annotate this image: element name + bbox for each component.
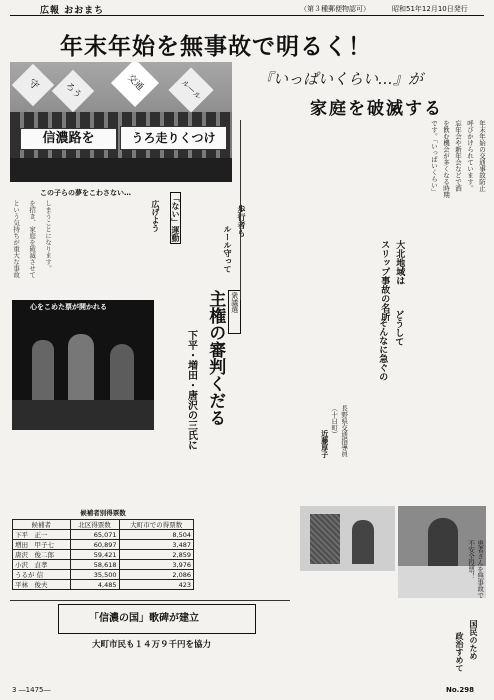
table-row xyxy=(13,550,194,560)
why-heading-1: どうして xyxy=(393,310,404,346)
article1-body xyxy=(244,120,486,230)
vote-table-block xyxy=(12,508,194,590)
side-article-heading xyxy=(468,620,478,680)
table-row xyxy=(13,560,194,570)
candidate-name: うるが 信 xyxy=(13,570,71,580)
small-column-left xyxy=(12,200,20,305)
sign-2: ろう xyxy=(52,70,94,112)
district-votes: 65,071 xyxy=(70,530,119,540)
kyoudo-heading-2: 広げよう xyxy=(151,200,160,232)
area-heading-1: 大北地域は xyxy=(394,240,405,285)
article1-title-1: 『いっぱいくらい…』が xyxy=(258,70,424,88)
district-votes: 35,500 xyxy=(70,570,119,580)
candidate-name: 増田 甲子七 xyxy=(13,540,71,550)
candidate-name: 平林 俊夫 xyxy=(13,580,71,590)
sign-3: 交通 xyxy=(111,62,159,107)
walk-heading-1: 歩行者も xyxy=(237,205,246,237)
paper-name: 広報 おおまち xyxy=(40,6,105,16)
election-tag: 衆議選 xyxy=(228,290,241,334)
postal-permit: （第３種郵便物認可） xyxy=(300,5,370,13)
table-row xyxy=(13,540,194,550)
election-title: 主権の審判くだる xyxy=(205,290,226,426)
masthead-rule xyxy=(10,15,484,16)
banner-1: 信濃路を xyxy=(20,128,117,150)
omachi-votes: 3,976 xyxy=(119,560,194,570)
election-subtitle: 下平・増田・唐沢の三氏に xyxy=(185,330,197,450)
poem-monument-box xyxy=(58,604,256,634)
patient-caption-1: 患者さんを無事故で xyxy=(476,540,485,599)
vote-table-title: 候補者別得票数 xyxy=(80,509,126,517)
area-heading-2: スリップ事故の名所 xyxy=(379,240,390,321)
why-heading xyxy=(392,310,403,420)
district-votes: 58,618 xyxy=(70,560,119,570)
poem-box-title: 「信濃の国」歌碑が建立 xyxy=(89,613,199,624)
patient-caption xyxy=(476,540,484,620)
kyoudo-heading xyxy=(170,192,180,282)
table-row xyxy=(13,570,194,580)
banner-2: うろ走りくつけ xyxy=(120,126,227,150)
omachi-votes: 2,086 xyxy=(119,570,194,580)
counselor-credit xyxy=(340,405,348,475)
article1-line-2: 呼びかけられています。 xyxy=(466,120,474,192)
vote-table-header xyxy=(13,520,194,530)
counselor-place: （十日町） xyxy=(330,405,339,438)
omachi-votes: 423 xyxy=(119,580,194,590)
district-votes: 59,421 xyxy=(70,550,119,560)
article1-line-5: です。「いっぱいくらい」 xyxy=(430,120,438,195)
col-header-omachi: 大町市での得票数 xyxy=(119,520,194,530)
issue-date: 昭和51年12月10日発行 xyxy=(392,5,468,13)
photo-voting-booth xyxy=(300,506,395,571)
small-column-left-3 xyxy=(44,200,52,305)
vote-table xyxy=(12,519,194,590)
sign-4: ルール xyxy=(168,67,213,112)
side-article-heading-3: 政治すめて xyxy=(455,632,464,672)
kyoudo-heading-col2 xyxy=(150,200,160,260)
small-column-left-2 xyxy=(28,200,36,305)
patient-caption-col2 xyxy=(467,540,475,620)
article1-line-3: 忘年会や新年会などで酒 xyxy=(454,120,462,192)
article1-title-2: 家庭を破滅する xyxy=(310,99,443,119)
district-votes: 4,485 xyxy=(70,580,119,590)
why-heading-2: そんなに急ぐの xyxy=(377,318,388,381)
poem-box-subtitle: 大町市民も１４万９千円を協力 xyxy=(92,640,212,650)
small-column-text-1: という気持ちが重大な事故 xyxy=(12,200,21,278)
omachi-votes: 3,487 xyxy=(119,540,194,550)
counselor-credit-2 xyxy=(330,405,338,475)
candidate-name: 小沢 貞孝 xyxy=(13,560,71,570)
small-column-text-2: を招き、家庭を破滅させて xyxy=(28,200,37,278)
divider-vertical xyxy=(240,120,241,300)
walk-heading-2: ルール守って xyxy=(223,225,232,273)
counselor-org: 長野県交通指導員 xyxy=(340,405,349,457)
omachi-votes: 2,859 xyxy=(119,550,194,560)
why-heading-col2 xyxy=(376,318,387,428)
election-photo-caption: 心をこめた票が開かれる xyxy=(30,303,107,311)
counselor-name: 近藤厚子 xyxy=(320,430,329,458)
candidate-name: 下平 正一 xyxy=(13,530,71,540)
candidate-name: 唐沢 俊二郎 xyxy=(13,550,71,560)
photo1-caption: この子らの夢をこわさない… xyxy=(40,189,131,197)
counselor-credit-3 xyxy=(320,430,329,490)
main-headline: 年末年始を無事故で明るく！ xyxy=(60,34,372,60)
table-row xyxy=(13,530,194,540)
kyoudo-heading-1: 「ない」運動 xyxy=(171,194,180,242)
small-column-text-3: しまうことになります。 xyxy=(44,200,53,272)
side-article-heading-1: 国民のため xyxy=(469,620,478,660)
table-row xyxy=(13,580,194,590)
photo-children-traffic-safety xyxy=(10,62,232,182)
side-article-heading-col2 xyxy=(454,632,464,682)
patient-caption-2: 不安全投票！ xyxy=(467,540,476,579)
article1-line-4: を飲む機会が多くなる時期 xyxy=(442,120,450,198)
sign-1: 守 xyxy=(12,64,54,106)
divider-horizontal xyxy=(10,600,290,601)
page-number: 3 ―1475― xyxy=(12,686,51,694)
district-votes: 60,897 xyxy=(70,540,119,550)
col-header-district: 北区得票数 xyxy=(70,520,119,530)
col-header-candidate: 候補者 xyxy=(13,520,71,530)
omachi-votes: 8,504 xyxy=(119,530,194,540)
article1-line-1: 年末年始の交通事故防止 xyxy=(478,120,486,192)
photo-ballot-counting xyxy=(12,300,154,430)
issue-number: No.298 xyxy=(446,686,474,694)
